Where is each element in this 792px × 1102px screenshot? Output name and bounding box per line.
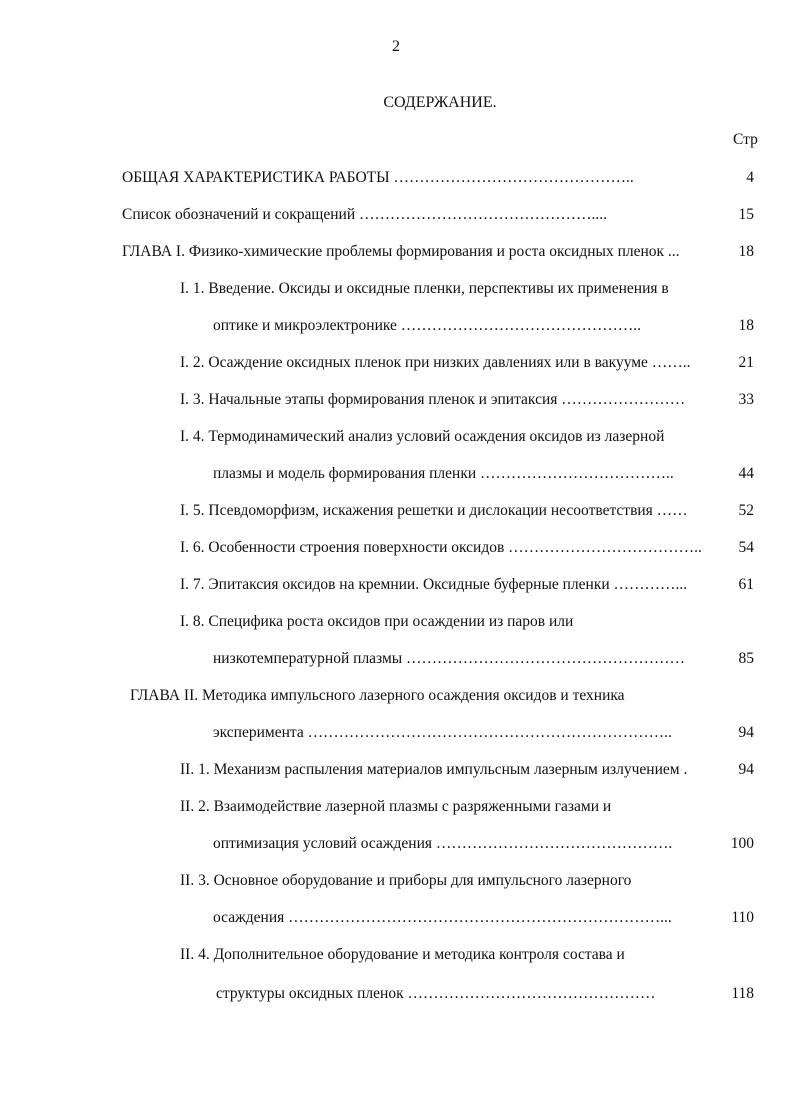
toc-entry-text: II. 1. Механизм распыления материалов импульсным лазерным излучением . (180, 761, 688, 778)
toc-entry-page: 4 (746, 169, 754, 186)
toc-entry-page: 118 (731, 985, 754, 1002)
toc-entry-text: II. 3. Основное оборудование и приборы для импульсного лазерного (180, 872, 632, 889)
toc-entry-text: I. 4. Термодинамический анализ условий осаждения оксидов из лазерной (180, 428, 665, 445)
toc-entry-page: 85 (738, 650, 754, 667)
toc-entry-text: низкотемпературной плазмы ……………………………………………… (213, 650, 686, 667)
toc-entry-text: ГЛАВА II. Методика импульсного лазерного осаждения оксидов и техника (130, 687, 625, 704)
toc-entry-text: оптике и микроэлектронике ……………………………………….. (213, 317, 642, 334)
toc-entry-page: 52 (738, 502, 754, 519)
toc-entry-page: 54 (738, 539, 754, 556)
toc-entry-text: I. 1. Введение. Оксиды и оксидные пленки, перспективы их применения в (180, 280, 669, 297)
toc-entry-page: 61 (738, 576, 754, 593)
page-number: 2 (392, 38, 400, 55)
toc-entry-text: оптимизация условий осаждения ………………………………………. (213, 835, 673, 852)
toc-entry-page: 44 (738, 465, 754, 482)
toc-entry-text: I. 6. Особенности строения поверхности оксидов ……………………………….. (180, 539, 702, 556)
toc-entry-text: Список обозначений и сокращений ……………………………………….... (122, 206, 607, 223)
toc-entry-page: 21 (738, 354, 754, 371)
toc-entry-text: плазмы и модель формирования пленки ……………………………….. (213, 465, 674, 482)
toc-entry-page: 33 (738, 391, 754, 408)
toc-entry-text: структуры оксидных пленок ………………………………………… (216, 985, 656, 1002)
toc-entry-text: ОБЩАЯ ХАРАКТЕРИСТИКА РАБОТЫ ……………………………………….. (122, 169, 634, 186)
toc-entry-text: I. 8. Специфика роста оксидов при осаждении из паров или (180, 613, 574, 630)
toc-entry-text: I. 3. Начальные этапы формирования пленок и эпитаксия …………………… (180, 391, 686, 408)
page-title: СОДЕРЖАНИЕ. (383, 94, 497, 111)
toc-entry-page: 18 (738, 317, 754, 334)
toc-entry-page: 18 (738, 243, 754, 260)
toc-entry-text: ГЛАВА I. Физико-химические проблемы формирования и роста оксидных пленок ... (122, 243, 680, 260)
toc-entry-page: 94 (738, 761, 754, 778)
toc-entry-text: осаждения ………………………………………………………………... (213, 909, 672, 926)
toc-entry-text: I. 2. Осаждение оксидных пленок при низких давлениях или в вакууме …….. (180, 354, 691, 371)
toc-entry-page: 110 (731, 909, 754, 926)
toc-entry-page: 94 (738, 724, 754, 741)
toc-entry-text: эксперимента …………………………………………………………….. (213, 724, 672, 741)
toc-entry-text: II. 4. Дополнительное оборудование и методика контроля состава и (180, 946, 625, 963)
toc-entry-text: II. 2. Взаимодействие лазерной плазмы с разряженными газами и (180, 798, 612, 815)
toc-entry-page: 15 (738, 206, 754, 223)
toc-entry-text: I. 7. Эпитаксия оксидов на кремнии. Оксидные буферные пленки …………... (180, 576, 688, 593)
toc-entry-page: 100 (730, 835, 754, 852)
page-column-header: Стр (733, 131, 758, 148)
toc-entry-text: I. 5. Псевдоморфизм, искажения решетки и дислокации несоответствия …… (180, 502, 688, 519)
